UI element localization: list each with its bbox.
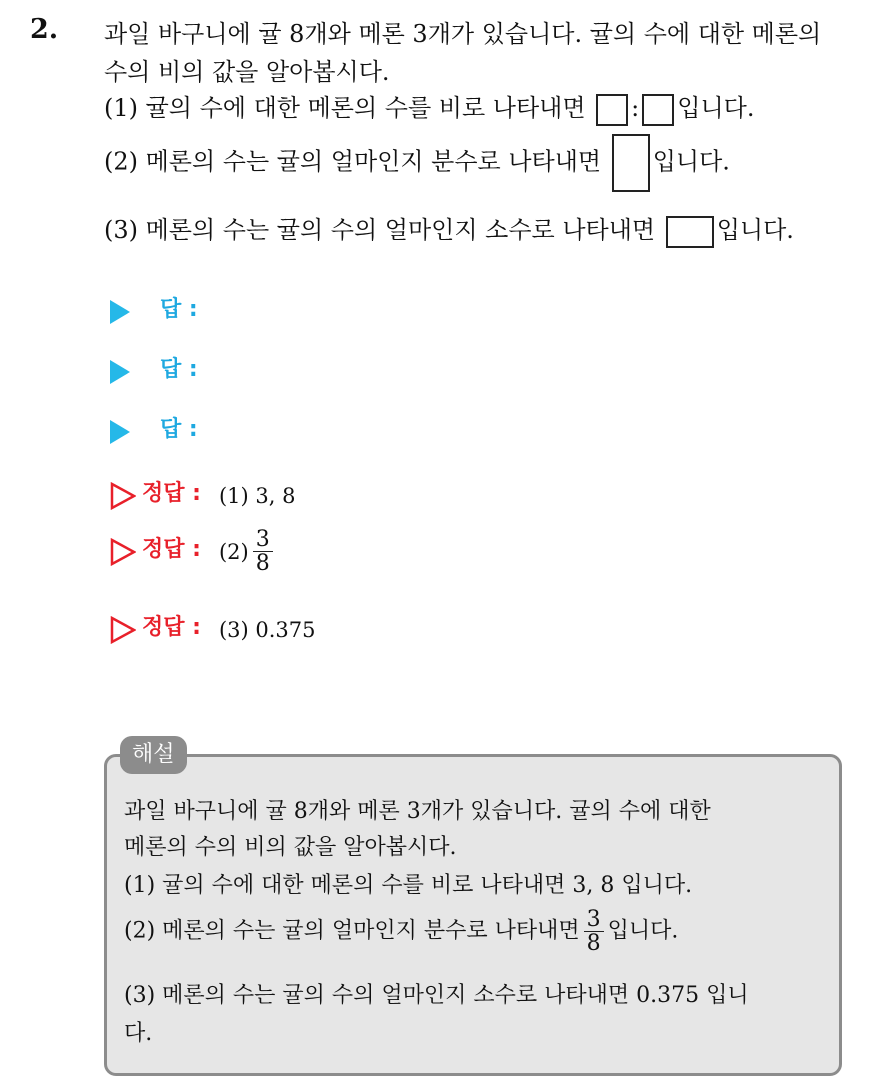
correct-value-3: (3) 0.375 bbox=[218, 617, 316, 642]
explanation-line4 bbox=[124, 908, 678, 955]
answer-prompt-1 bbox=[110, 292, 198, 324]
question-text-line2: 수의 비의 값을 알아봅시다. bbox=[104, 58, 390, 86]
explanation-line4-prefix: (2) 메론의 수는 귤의 얼마인지 분수로 나타내면 bbox=[124, 918, 580, 944]
explanation-line3: (1) 귤의 수에 대한 메론의 수를 비로 나타내면 3, 8 입니다. bbox=[124, 873, 693, 898]
answer-blank-1b[interactable] bbox=[642, 94, 674, 126]
explanation-tab: 해설 bbox=[120, 736, 187, 774]
correct-label: 정답 : bbox=[142, 537, 201, 563]
subquestion-1 bbox=[104, 88, 754, 126]
fraction-numerator: 3 bbox=[253, 528, 273, 552]
explanation-line1: 과일 바구니에 귤 8개와 메론 3개가 있습니다. 귤의 수에 대한 bbox=[124, 799, 711, 824]
explanation-line6: 다. bbox=[124, 1021, 153, 1046]
outline-triangle-icon bbox=[110, 616, 136, 644]
answer-blank-1a[interactable] bbox=[596, 94, 628, 126]
answer-blank-2[interactable] bbox=[612, 134, 650, 192]
correct-value-2-prefix: (2) bbox=[218, 539, 249, 564]
subquestion-2-prefix: (2) 메론의 수는 귤의 얼마인지 분수로 나타내면 bbox=[104, 147, 602, 176]
subquestion-3-suffix: 입니다. bbox=[716, 216, 794, 244]
correct-answer-3 bbox=[110, 610, 316, 644]
correct-answer-1 bbox=[110, 476, 295, 510]
subquestion-3-prefix: (3) 메론의 수는 귤의 수의 얼마인지 소수로 나타내면 bbox=[104, 216, 656, 244]
fraction-numerator: 3 bbox=[584, 908, 604, 932]
play-triangle-icon bbox=[110, 300, 130, 324]
fraction-denominator: 8 bbox=[586, 931, 601, 957]
answer-label: 답 : bbox=[160, 357, 198, 382]
explanation-fraction bbox=[584, 908, 604, 955]
correct-value-1: (1) 3, 8 bbox=[218, 483, 296, 508]
explanation-line4-suffix: 입니다. bbox=[607, 918, 679, 944]
explanation-line5: (3) 메론의 수는 귤의 수의 얼마인지 소수로 나타내면 0.375 입니 bbox=[124, 983, 749, 1008]
fraction-three-eighths bbox=[253, 528, 273, 575]
outline-triangle-icon bbox=[110, 482, 136, 510]
play-triangle-icon bbox=[110, 420, 130, 444]
ratio-colon: : bbox=[631, 94, 640, 122]
answer-label: 답 : bbox=[160, 297, 198, 322]
subquestion-3 bbox=[104, 210, 794, 248]
play-triangle-icon bbox=[110, 360, 130, 384]
subquestion-2 bbox=[104, 134, 730, 192]
correct-label: 정답 : bbox=[142, 481, 201, 506]
question-number: 2. bbox=[30, 14, 59, 45]
fraction-denominator: 8 bbox=[255, 551, 270, 577]
subquestion-2-suffix: 입니다. bbox=[652, 147, 730, 176]
correct-answer-2 bbox=[110, 528, 277, 575]
answer-blank-3[interactable] bbox=[666, 216, 714, 248]
answer-prompt-2 bbox=[110, 352, 198, 384]
question-text-line1: 과일 바구니에 귤 8개와 메론 3개가 있습니다. 귤의 수에 대한 메론의 bbox=[104, 20, 822, 48]
subquestion-1-suffix: 입니다. bbox=[677, 94, 755, 122]
subquestion-1-prefix: (1) 귤의 수에 대한 메론의 수를 비로 나타내면 bbox=[104, 94, 586, 122]
explanation-line2: 메론의 수의 비의 값을 알아봅시다. bbox=[124, 835, 457, 860]
correct-label: 정답 : bbox=[142, 615, 201, 640]
outline-triangle-icon bbox=[110, 538, 136, 566]
answer-label: 답 : bbox=[160, 417, 198, 442]
answer-prompt-3 bbox=[110, 412, 198, 444]
